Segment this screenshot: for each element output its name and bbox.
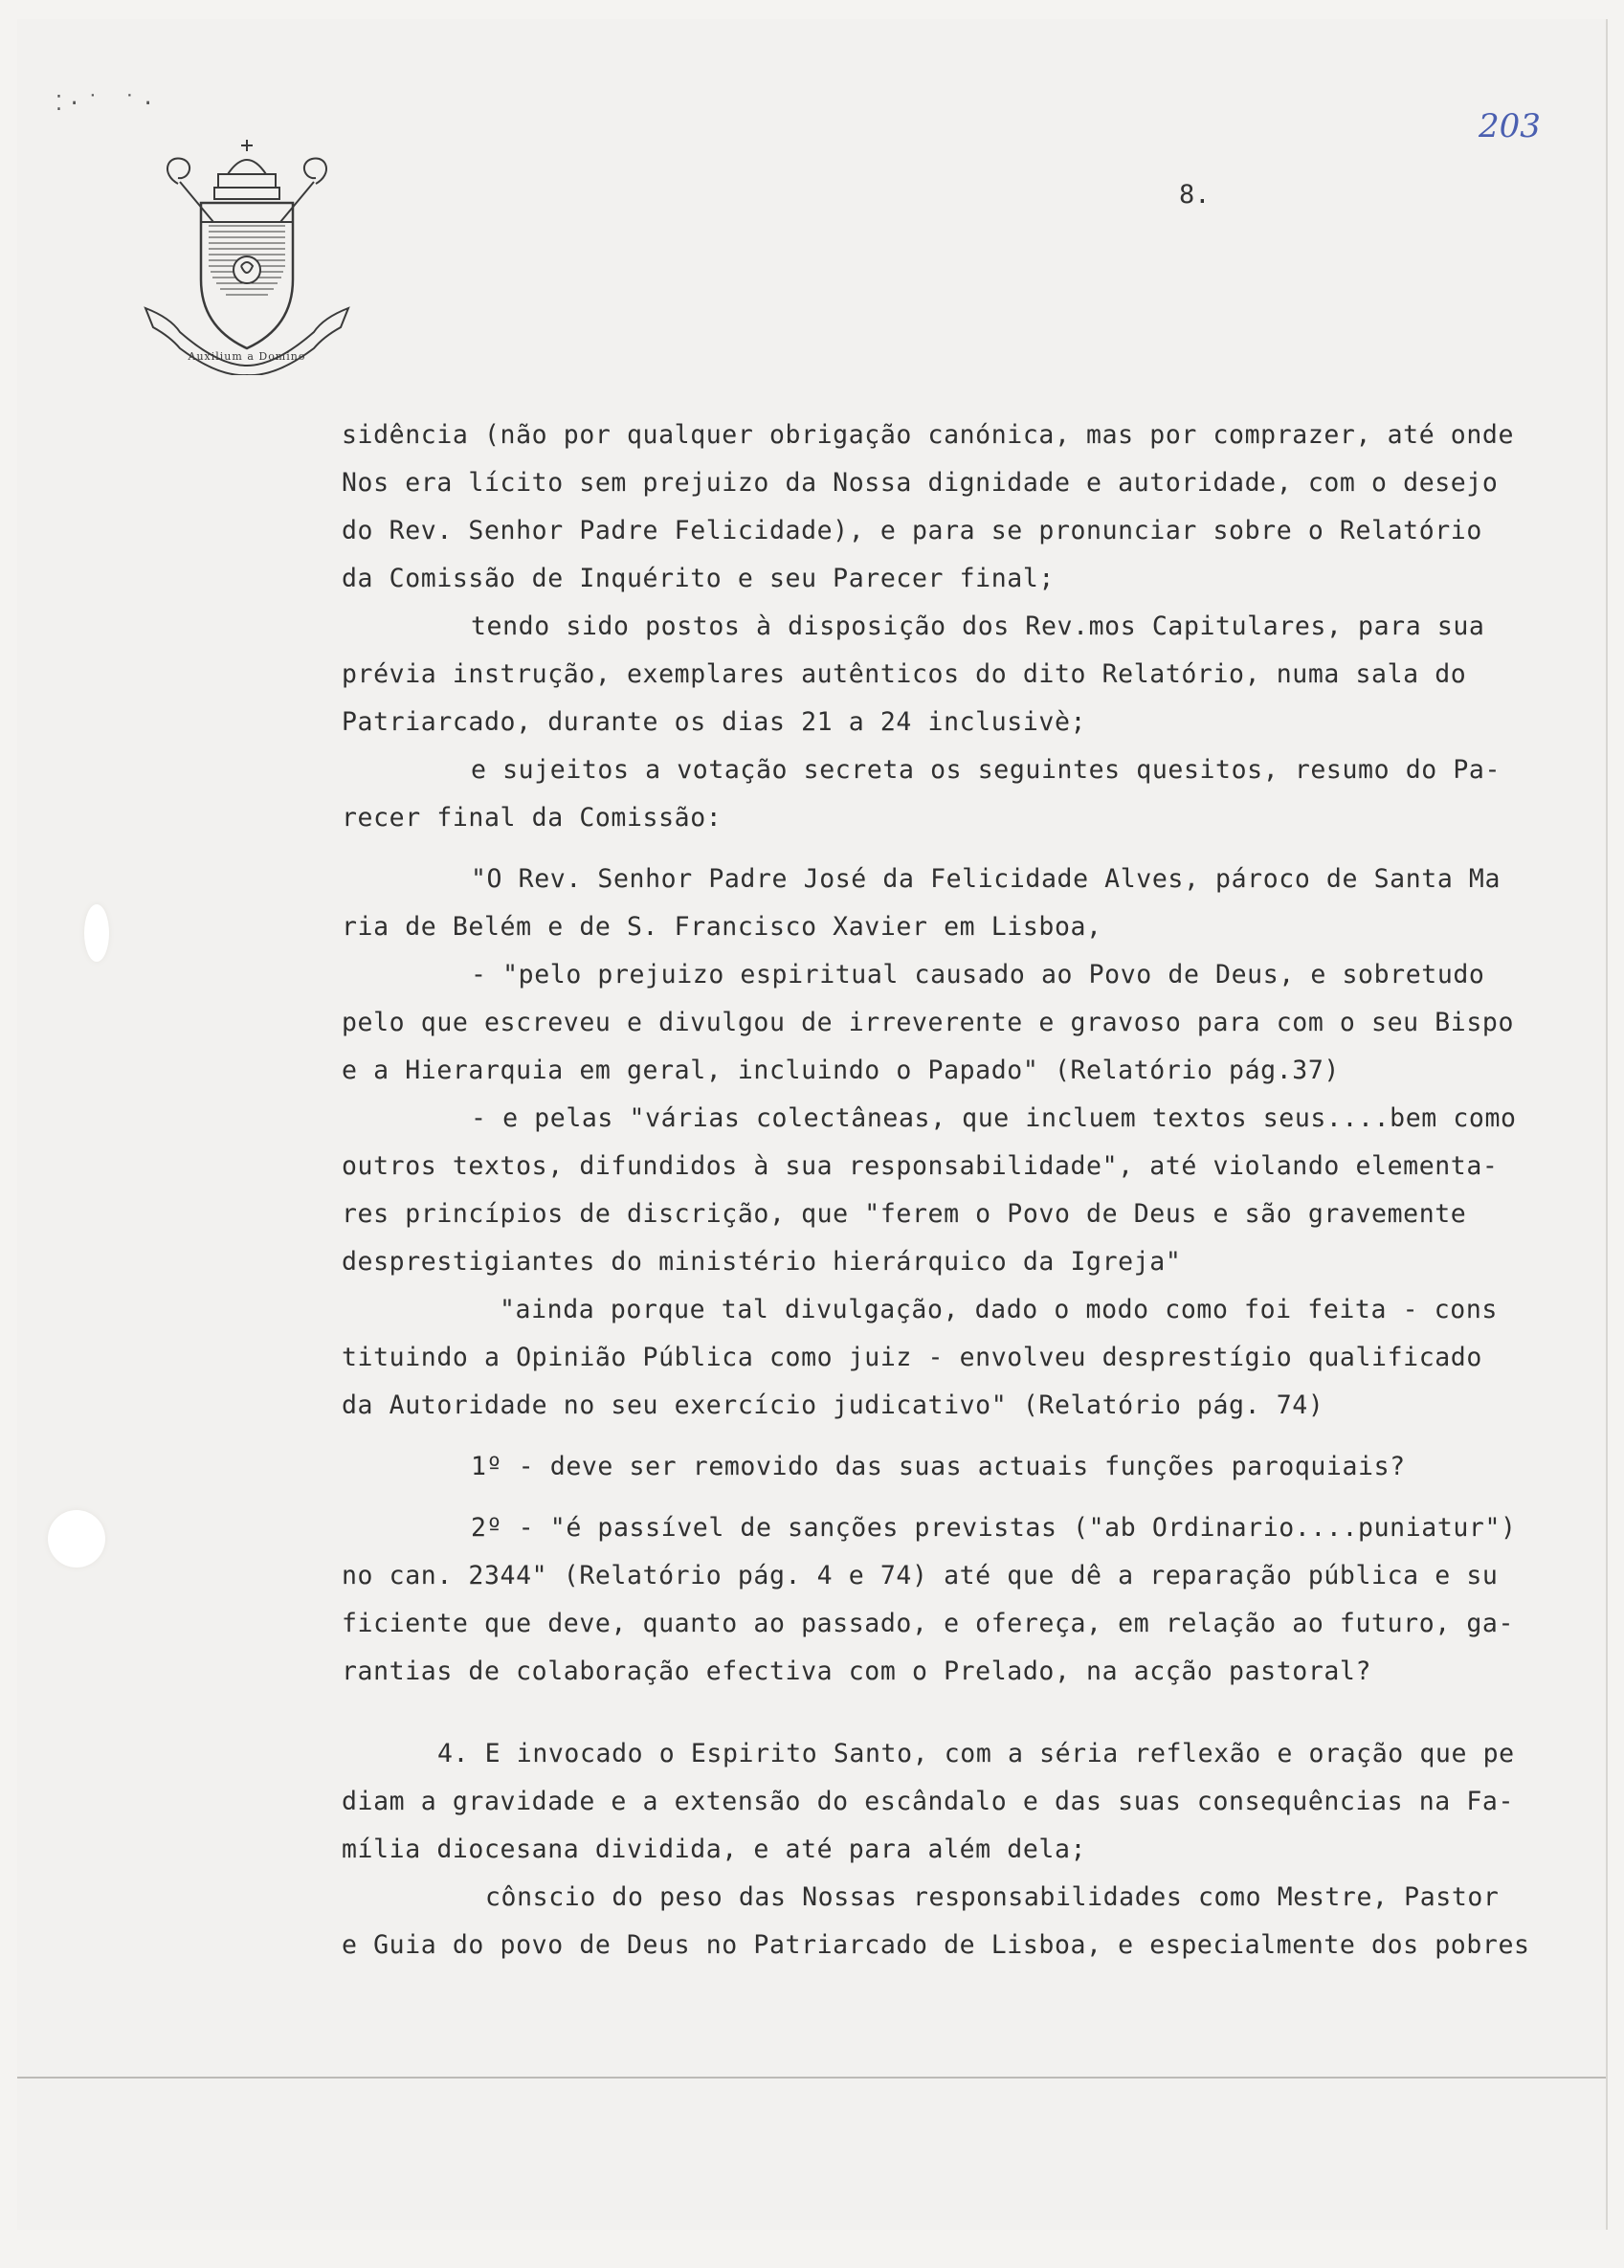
- text-line: ria de Belém e de S. Francisco Xavier em Lisboa,: [342, 912, 1102, 942]
- coat-of-arms-icon: [142, 136, 352, 375]
- text-line: rantias de colaboração efectiva com o Prelado, na acção pastoral?: [342, 1657, 1372, 1686]
- text-line: e Guia do povo de Deus no Patriarcado de Lisboa, e especialmente dos pobres: [342, 1930, 1530, 1960]
- text-line: e sujeitos a votação secreta os seguintes quesitos, resumo do Pa-: [471, 755, 1502, 785]
- text-line: da Comissão de Inquérito e seu Parecer final;: [342, 564, 1055, 593]
- text-line: Nos era lícito sem prejuizo da Nossa dignidade e autoridade, com o desejo: [342, 468, 1499, 498]
- text-line: "ainda porque tal divulgação, dado o modo como foi feita - cons: [500, 1295, 1498, 1324]
- text-line: 1º - deve ser removido das suas actuais funções paroquiais?: [471, 1452, 1406, 1481]
- text-line: desprestigiantes do ministério hierárquico da Igreja": [342, 1247, 1182, 1277]
- text-line: do Rev. Senhor Padre Felicidade), e para se pronunciar sobre o Relatório: [342, 516, 1482, 545]
- text-line: - e pelas "várias colectâneas, que incluem textos seus....bem como: [471, 1103, 1517, 1133]
- text-line: no can. 2344" (Relatório pág. 4 e 74) até que dê a reparação pública e su: [342, 1561, 1499, 1590]
- text-line: pelo que escreveu e divulgou de irreverente e gravoso para com o seu Bispo: [342, 1008, 1515, 1037]
- text-line: - "pelo prejuizo espiritual causado ao Povo de Deus, e sobretudo: [471, 960, 1485, 989]
- punch-hole-top: [84, 904, 109, 962]
- crest-motto: Auxilium a Domino: [188, 350, 306, 363]
- text-line: da Autoridade no seu exercício judicativo" (Relatório pág. 74): [342, 1390, 1324, 1420]
- text-line: 4. E invocado o Espirito Santo, com a séria reflexão e oração que pe: [437, 1739, 1515, 1768]
- text-line: cônscio do peso das Nossas responsabilidades como Mestre, Pastor: [485, 1882, 1500, 1912]
- text-line: recer final da Comissão:: [342, 803, 723, 833]
- handwritten-page-number: 203: [1479, 107, 1541, 145]
- ink-specks: ⁚·˙ ˙·: [56, 92, 161, 116]
- text-line: mília diocesana dividida, e até para além dela;: [342, 1834, 1087, 1864]
- document-body: [342, 411, 1557, 1969]
- text-line: outros textos, difundidos à sua responsabilidade", até violando elementa-: [342, 1151, 1499, 1181]
- text-line: diam a gravidade e a extensão do escândalo e das suas consequências na Fa-: [342, 1787, 1515, 1816]
- page-fold-line: [17, 2077, 1606, 2079]
- text-line: ficiente que deve, quanto ao passado, e ofereça, em relação ao futuro, ga-: [342, 1609, 1515, 1638]
- text-line: tendo sido postos à disposição dos Rev.mos Capitulares, para sua: [471, 611, 1485, 641]
- text-line: "O Rev. Senhor Padre José da Felicidade Alves, pároco de Santa Ma: [471, 864, 1502, 894]
- text-line: tituindo a Opinião Pública como juiz - envolveu desprestígio qualificado: [342, 1343, 1482, 1372]
- text-line: prévia instrução, exemplares autênticos do dito Relatório, numa sala do: [342, 659, 1467, 689]
- text-line: res princípios de discrição, que "ferem o Povo de Deus e são gravemente: [342, 1199, 1467, 1229]
- punch-hole-bottom: [48, 1510, 105, 1568]
- text-line: sidência (não por qualquer obrigação canónica, mas por comprazer, até onde: [342, 420, 1515, 450]
- page-number: 8.: [1179, 180, 1211, 210]
- text-line: e a Hierarquia em geral, incluindo o Papado" (Relatório pág.37): [342, 1056, 1340, 1085]
- text-line: Patriarcado, durante os dias 21 a 24 inclusivè;: [342, 707, 1087, 737]
- text-line: 2º - "é passível de sanções previstas ("ab Ordinario....puniatur"): [471, 1513, 1517, 1543]
